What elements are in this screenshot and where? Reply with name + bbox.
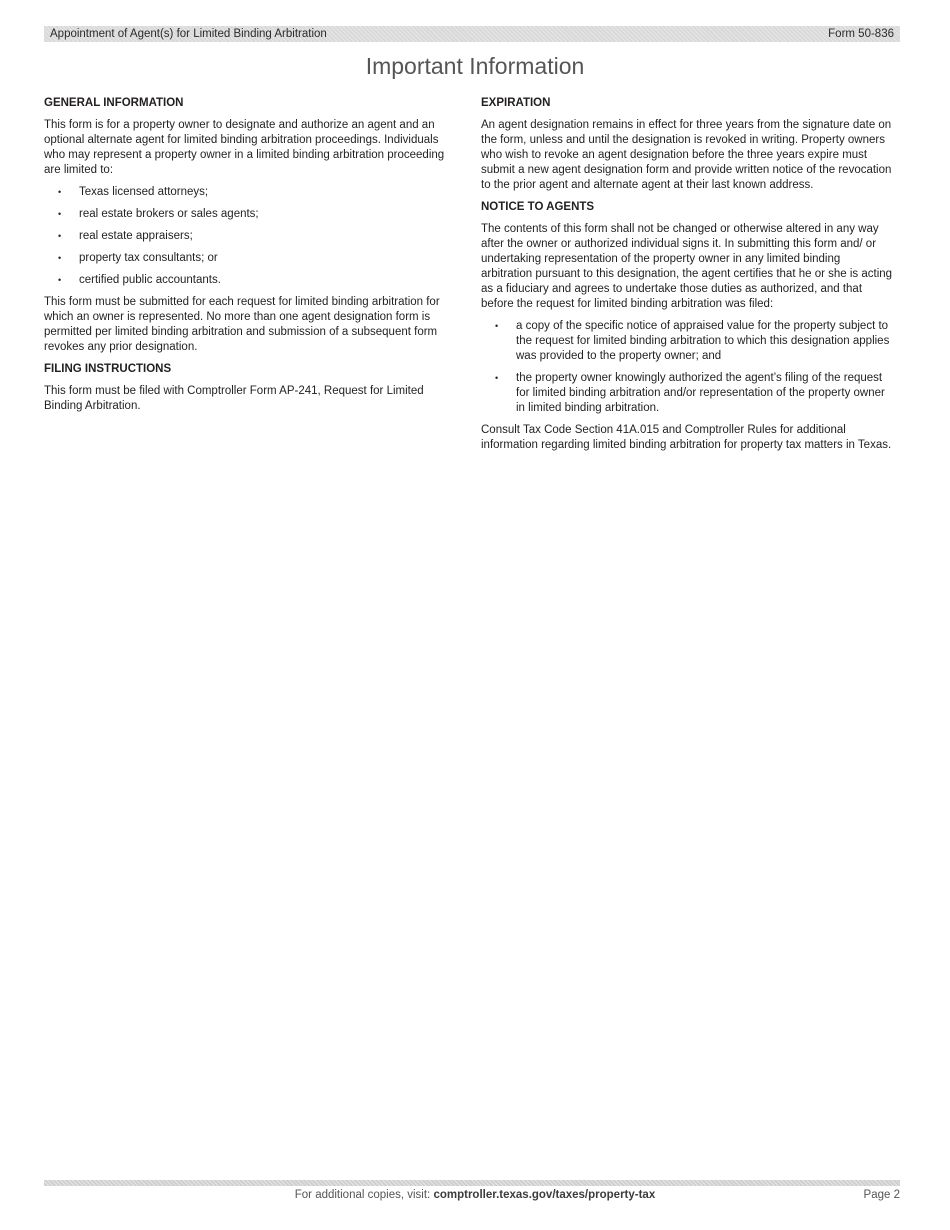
list-item: • the property owner knowingly authorized the agent’s filing of the request for limited binding arbitration and/or representation of the property owner in limited binding arbitration. — [481, 371, 893, 416]
page-title: Important Information — [365, 53, 585, 79]
left-column — [44, 96, 456, 421]
notice-to-agents-closing: Consult Tax Code Section 41A.015 and Comptroller Rules for additional information regarding limited binding arbitration for property tax matters in Texas. — [481, 424, 892, 451]
form-number: Form 50-836 — [828, 28, 894, 40]
footer-copies-note — [0, 1188, 950, 1203]
footer-bar — [44, 1180, 900, 1186]
general-information-intro: This form is for a property owner to designate and authorize an agent and an optional alternate agent for limited binding arbitration proceedings. Individuals who may represent a property owner in a limited binding arbitration proceeding are limited to: — [44, 119, 445, 176]
right-column — [481, 96, 893, 460]
notice-to-agents-intro: The contents of this form shall not be changed or otherwise altered in any way after the owner or authorized individual signs it. In submitting this form and/ or undertaking representation of the property owner in any limited binding arbitration pursuant to this designation, the agent certifies that he or she is acting as a fiduciary and agrees to undertake those duties as authorized, and that before the request for limited binding arbitration was filed: — [481, 223, 893, 310]
page-number: Page 2 — [863, 1189, 900, 1201]
general-information-heading: GENERAL INFORMATION — [44, 97, 184, 109]
list-item: • a copy of the specific notice of appraised value for the property subject to the request for limited binding arbitration to which this designation applies was provided to the property owner; and — [481, 319, 893, 364]
list-item: • property tax consultants; or — [44, 251, 456, 266]
form-header-bar — [44, 26, 900, 42]
general-information-closing: This form must be submitted for each request for limited binding arbitration for which an owner is represented. No more than one agent designation form is permitted per limited binding arbitration and submission of a subsequent form revokes any prior designation. — [44, 296, 440, 353]
list-item: • real estate appraisers; — [44, 229, 456, 244]
footer-copies-prefix: For additional copies, visit: — [294, 1189, 434, 1201]
form-title: Appointment of Agent(s) for Limited Binding Arbitration — [50, 28, 327, 40]
filing-instructions-text: This form must be filed with Comptroller Form AP-241, Request for Limited Binding Arbitration. — [44, 385, 424, 412]
list-item: • certified public accountants. — [44, 273, 456, 288]
notice-to-agents-heading: NOTICE TO AGENTS — [481, 201, 595, 213]
agent-certification-list — [481, 319, 893, 416]
list-item: • Texas licensed attorneys; — [44, 185, 456, 200]
representative-list — [44, 185, 456, 288]
filing-instructions-heading: FILING INSTRUCTIONS — [44, 363, 172, 375]
list-item: • real estate brokers or sales agents; — [44, 207, 456, 222]
expiration-heading: EXPIRATION — [481, 97, 551, 109]
expiration-text: An agent designation remains in effect for three years from the signature date on the form, unless and until the designation is revoked in writing. Property owners who wish to revoke an agent designation before the three years expire must submit a new agent designation form and provide written notice of the revocation to the prior agent and alternate agent at their last known address. — [481, 119, 892, 191]
comptroller-link[interactable]: comptroller.texas.gov/taxes/property-tax — [433, 1189, 656, 1201]
